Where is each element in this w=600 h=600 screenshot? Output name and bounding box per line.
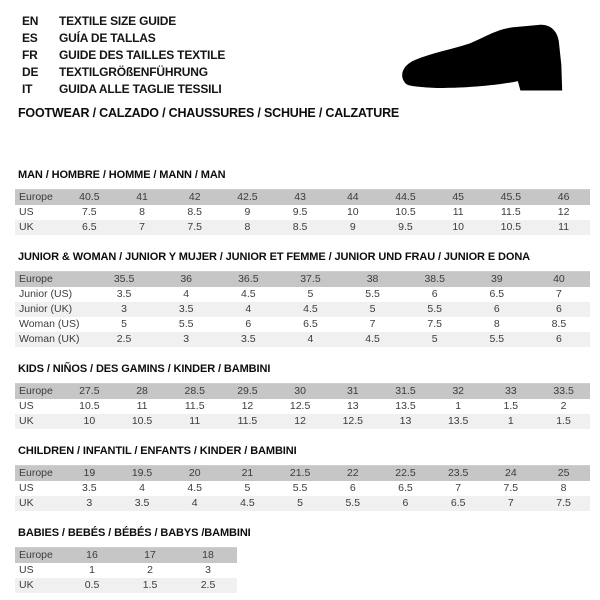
size-cell: 6.5 [63,220,116,235]
size-cell: 2 [560,400,567,412]
size-cell: 13.5 [432,414,485,429]
size-cell: 19.5 [116,466,169,482]
size-cell: 4 [168,496,221,511]
size-table [15,383,590,429]
table-row [15,332,590,347]
size-cell: 10 [63,414,116,429]
language-row [22,13,225,30]
size-cell: 12.5 [289,400,311,412]
size-cell: 8 [221,220,274,235]
size-cell: 1 [485,414,538,429]
size-table-section [15,527,590,593]
size-cell: 36.5 [217,272,279,288]
table-row [15,563,237,578]
size-cell: 11 [452,206,464,218]
size-cell: 4 [183,288,190,300]
size-cell: 2 [147,564,153,576]
language-row [22,47,225,64]
size-cell: 7 [116,220,169,235]
size-cell: 7.5 [168,220,221,235]
size-cell: 45.5 [485,190,538,206]
table-row [15,466,590,482]
size-cell: 9 [244,206,251,218]
size-cell: 7.5 [537,496,590,511]
size-cell: 5.5 [466,332,528,347]
size-table-title: CHILDREN / INFANTIL / ENFANTS / KINDER / BAMBINI [18,445,297,457]
size-cell: 12 [241,400,254,412]
table-row [15,578,237,593]
language-code: IT [22,82,33,96]
language-label: GUÍA DE TALLAS [59,31,156,45]
size-cell: 5.5 [326,496,379,511]
size-cell: 6 [528,302,590,317]
size-cell: 8.5 [551,318,567,330]
table-row [15,481,590,496]
category-title: FOOTWEAR / CALZADO / CHAUSSURES / SCHUHE / CALZATURE [18,106,400,120]
size-cell: 9.5 [292,206,308,218]
size-cell: 10 [346,206,359,218]
size-cell: 4 [217,302,279,317]
language-code: ES [22,31,38,45]
size-cell: 4.5 [187,482,203,494]
table-row [15,548,237,564]
size-cell: 11.5 [184,400,205,412]
size-tables [15,169,590,600]
table-row [15,496,590,511]
language-code: DE [22,65,39,79]
size-table [15,547,237,593]
row-label: US [19,400,34,412]
size-table-section [15,363,590,429]
row-label: Europe [15,272,93,288]
row-label: UK [15,578,63,593]
size-cell: 43 [274,190,327,206]
size-cell: 7.5 [503,482,519,494]
size-cell: 4.5 [279,302,341,317]
size-cell: 2.5 [179,578,237,593]
size-cell: 27.5 [63,384,116,400]
size-cell: 11 [537,220,590,235]
size-cell: 4 [139,482,145,494]
size-cell: 35.5 [93,272,155,288]
row-label: UK [15,220,63,235]
size-cell: 5 [244,482,251,494]
size-cell: 31.5 [379,384,432,400]
size-cell: 30 [274,384,327,400]
size-cell: 40.5 [63,190,116,206]
size-cell: 1.5 [537,414,590,429]
row-label: US [19,206,34,218]
size-cell: 5.5 [292,482,308,494]
size-cell: 5.5 [178,318,194,330]
size-table [15,189,590,235]
row-label: Junior (UK) [15,302,93,317]
size-cell: 8 [139,206,145,218]
language-label: TEXTILE SIZE GUIDE [59,14,177,28]
language-code: EN [22,14,39,28]
size-cell: 3 [155,332,217,347]
size-cell: 4.5 [221,496,274,511]
size-cell: 17 [121,548,179,564]
size-cell: 8 [560,482,567,494]
size-cell: 38 [342,272,404,288]
size-cell: 40 [528,272,590,288]
size-cell: 5 [121,318,127,330]
language-list [22,13,225,98]
row-label: Woman (US) [19,318,80,330]
size-cell: 10 [432,220,485,235]
size-cell: 3.5 [116,288,132,300]
language-label: GUIDE DES TAILLES TEXTILE [59,48,226,62]
size-cell: 11.5 [501,206,521,218]
table-row [15,399,590,414]
size-table-title: KIDS / NIÑOS / DES GAMINS / KINDER / BAMBINI [18,363,271,375]
size-cell: 4.5 [241,288,256,300]
size-cell: 3.5 [82,482,97,494]
row-label: Europe [15,548,63,564]
language-label: TEXTILGRÖßENFÜHRUNG [59,65,208,79]
size-cell: 7 [556,288,562,300]
size-table-title: BABIES / BEBÉS / BÉBÉS / BABYS /BAMBINI [18,527,251,539]
size-cell: 21 [221,466,274,482]
size-cell: 8.5 [274,220,327,235]
size-cell: 5.5 [404,302,466,317]
size-cell: 11.5 [221,414,274,429]
table-row [15,414,590,429]
size-cell: 5.5 [365,288,380,300]
size-cell: 7 [485,496,538,511]
table-row [15,272,590,288]
size-cell: 6.5 [432,496,485,511]
size-cell: 10.5 [79,400,100,412]
table-row [15,205,590,220]
size-cell: 3.5 [217,332,279,347]
size-cell: 9 [326,220,379,235]
row-label: US [19,564,34,576]
size-cell: 7 [369,318,376,330]
size-cell: 28.5 [168,384,221,400]
size-cell: 44.5 [379,190,432,206]
row-label: US [19,482,34,494]
size-cell: 44 [326,190,379,206]
size-cell: 21.5 [274,466,327,482]
row-label: Woman (UK) [15,332,93,347]
size-cell: 5 [307,288,314,300]
size-cell: 7.5 [82,206,97,218]
size-cell: 39 [466,272,528,288]
size-cell: 4 [279,332,341,347]
size-cell: 12 [557,206,570,218]
size-cell: 8.5 [187,206,203,218]
size-cell: 3 [205,564,211,576]
size-cell: 42.5 [221,190,274,206]
size-cell: 6 [528,332,590,347]
size-cell: 42 [168,190,221,206]
size-cell: 6 [466,302,528,317]
size-cell: 6.5 [303,318,318,330]
size-cell: 1.5 [121,578,179,593]
size-cell: 29.5 [221,384,274,400]
size-cell: 33 [485,384,538,400]
size-cell: 25 [537,466,590,482]
size-cell: 23.5 [432,466,485,482]
size-cell: 1 [455,400,462,412]
size-cell: 7 [455,482,462,494]
size-cell: 6 [431,288,438,300]
size-cell: 5 [274,496,327,511]
size-cell: 11 [136,400,148,412]
size-cell: 20 [168,466,221,482]
language-row [22,30,225,47]
size-cell: 7.5 [427,318,442,330]
size-cell: 36 [155,272,217,288]
row-label: Europe [15,190,63,206]
language-row [22,81,225,98]
size-table-title: MAN / HOMBRE / HOMME / MANN / MAN [18,169,226,181]
size-cell: 0.5 [63,578,121,593]
size-cell: 13.5 [395,400,416,412]
row-label: Europe [15,466,63,482]
table-row [15,287,590,302]
size-cell: 13 [379,414,432,429]
size-table [15,465,590,511]
size-cell: 6 [379,496,432,511]
table-row [15,190,590,206]
size-cell: 46 [537,190,590,206]
size-cell: 24 [485,466,538,482]
size-cell: 18 [179,548,237,564]
size-cell: 10.5 [395,206,416,218]
size-cell: 6 [245,318,252,330]
size-cell: 5 [342,302,404,317]
size-cell: 22 [326,466,379,482]
size-table-title: JUNIOR & WOMAN / JUNIOR Y MUJER / JUNIOR ET FEMME / JUNIOR UND FRAU / JUNIOR E DONA [18,251,531,263]
size-cell: 45 [432,190,485,206]
table-row [15,317,590,332]
size-cell: 3.5 [116,496,169,511]
size-cell: 12.5 [326,414,379,429]
size-cell: 8 [493,318,500,330]
size-cell: 9.5 [379,220,432,235]
size-cell: 6.5 [489,288,505,300]
size-cell: 3 [93,302,155,317]
size-cell: 32 [432,384,485,400]
size-cell: 12 [274,414,327,429]
size-cell: 3 [63,496,116,511]
size-cell: 41 [116,190,169,206]
size-cell: 11 [168,414,221,429]
size-cell: 2.5 [93,332,155,347]
size-cell: 6.5 [398,482,413,494]
size-cell: 33.5 [537,384,590,400]
size-cell: 13 [346,400,359,412]
size-cell: 16 [63,548,121,564]
size-cell: 4.5 [342,332,404,347]
size-cell: 38.5 [404,272,466,288]
size-cell: 22.5 [379,466,432,482]
language-label: GUIDA ALLE TAGLIE TESSILI [59,82,222,96]
row-label: UK [15,496,63,511]
size-cell: 6 [349,482,356,494]
row-label: Junior (US) [19,288,73,300]
row-label: UK [15,414,63,429]
size-cell: 1 [89,564,95,576]
size-cell: 28 [116,384,169,400]
row-label: Europe [15,384,63,400]
size-cell: 31 [326,384,379,400]
table-row [15,384,590,400]
size-cell: 10.5 [116,414,169,429]
size-cell: 5 [404,332,466,347]
language-code: FR [22,48,38,62]
size-table-section [15,169,590,235]
table-row [15,220,590,235]
size-table-section [15,251,590,347]
size-cell: 3.5 [155,302,217,317]
size-table [15,271,590,347]
size-cell: 1.5 [503,400,519,412]
table-row [15,302,590,317]
dress-shoe-icon [394,24,582,105]
size-cell: 37.5 [279,272,341,288]
size-cell: 19 [63,466,116,482]
language-row [22,64,225,81]
size-cell: 10.5 [485,220,538,235]
size-table-section [15,445,590,511]
